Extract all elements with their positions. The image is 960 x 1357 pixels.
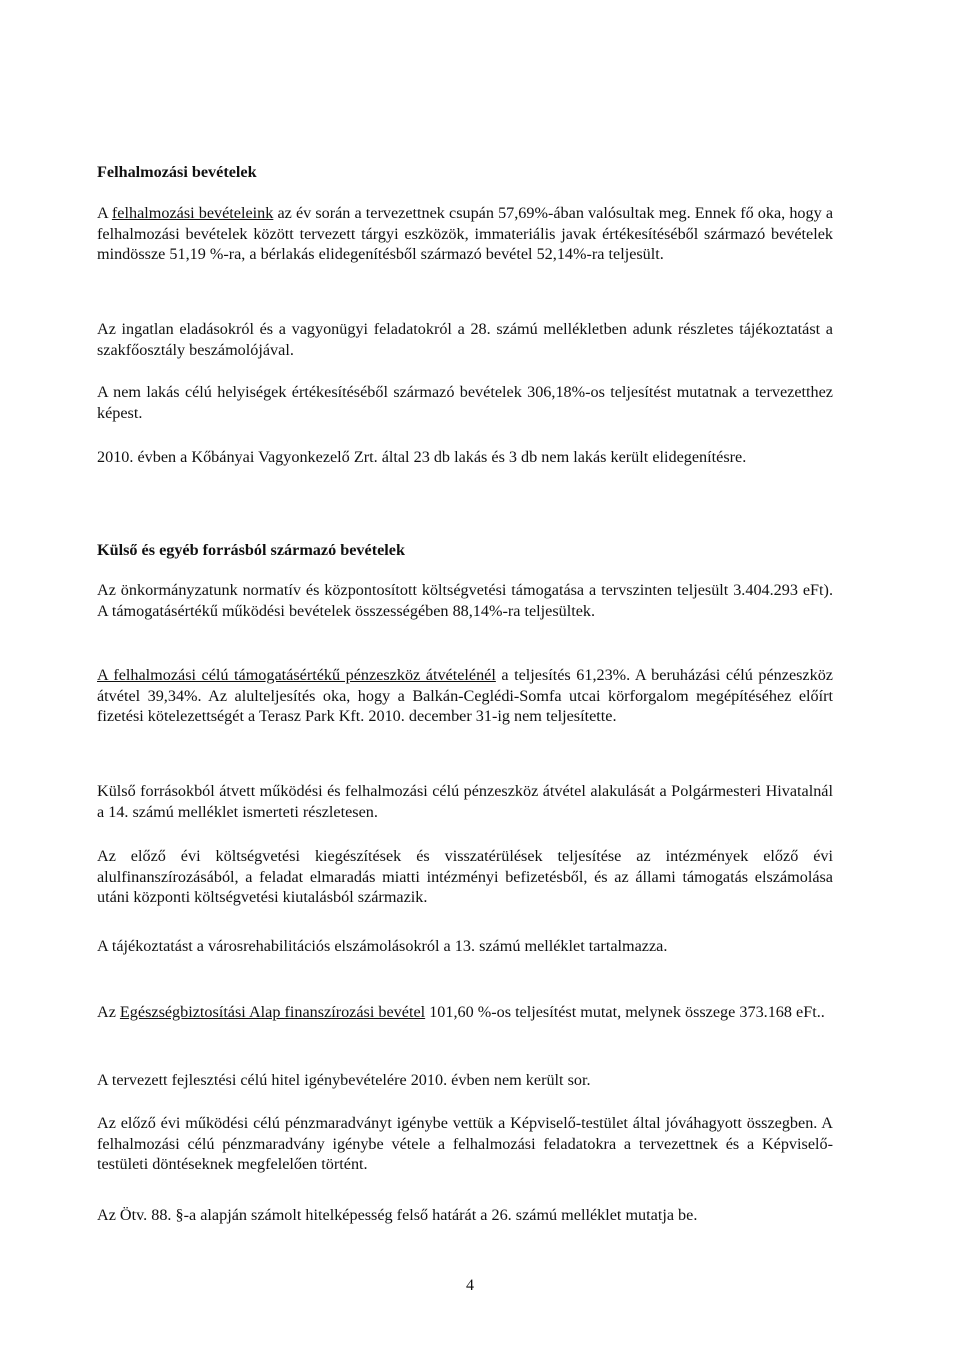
paragraph-felhalmozasi-bevetelek: [97, 203, 833, 265]
paragraph-kulso-forrasokbol: Külső forrásokból átvett működési és felhalmozási célú pénzeszköz átvétel alakulását a Polgármesteri Hivatalnál a 14. számú melléklet ismerteti részletesen.: [97, 782, 833, 821]
paragraph-tamogatasertekü-penzeszkoz: [97, 665, 833, 727]
paragraph-egeszsegbiztositasi-alap: [97, 1002, 833, 1023]
paragraph-text: A: [97, 204, 112, 222]
paragraph-fejlesztesi-hitel: A tervezett fejlesztési célú hitel igénybevételére 2010. évben nem került sor.: [97, 1071, 591, 1089]
paragraph-hitelkepesseg: Az Ötv. 88. §-a alapján számolt hitelképesség felső határát a 26. számú melléklet mutatja be.: [97, 1206, 698, 1224]
underlined-term: felhalmozási bevételeink: [111, 204, 274, 222]
section-heading-felhalmozasi: Felhalmozási bevételek: [97, 163, 257, 181]
paragraph-text: 101,60 %-os teljesítést mutat, melynek összege 373.168 eFt..: [425, 1003, 825, 1021]
paragraph-ingatlan-eladasok: Az ingatlan eladásokról és a vagyonügyi feladatokról a 28. számú mellékletben adunk részletes tájékoztatást a szakfőosztály beszámolójával.: [97, 320, 833, 359]
underlined-term: A felhalmozási célú támogatásértékű pénzeszköz átvételénél: [97, 666, 496, 684]
paragraph-varosrehabilitacio: A tájékoztatást a városrehabilitációs elszámolásokról a 13. számú melléklet tartalmazza.: [97, 937, 668, 955]
paragraph-text: az év során a tervezettnek csupán 57,69%-ában valósultak meg. Ennek fő oka, hogy a felhalmozási bevételek között tervezett tárgyi eszközök, immateriális javak értékesítéséből származó bevételek mindössze 51,19 %-ra, a bérlakás elidegenítésből származó bevétel 52,14%-ra teljesült.: [97, 204, 834, 263]
paragraph-nem-lakas-celu: A nem lakás célú helyiségek értékesítéséből származó bevételek 306,18%-os teljesítést mutatnak a tervezetthez képest.: [97, 383, 833, 422]
paragraph-normativ-tamogatas: Az önkormányzatunk normatív és központosított költségvetési támogatása a tervszinten teljesült 3.404.293 eFt). A támogatásértékű működési bevételek összességében 88,14%-ra teljesültek.: [97, 581, 833, 620]
paragraph-penzmaradvany: Az előző évi működési célú pénzmaradványt igénybe vettük a Képviselő-testület által jóváhagyott összegben. A felhalmozási célú pénzmaradvány igénybe vétele a felhalmozási feladatokra a tervezettnek és a Képviselő-testületi döntéseknek megfelelően történt.: [97, 1114, 833, 1173]
paragraph-vagyonkezelo: 2010. évben a Kőbányai Vagyonkezelő Zrt. által 23 db lakás és 3 db nem lakás került elidegenítésre.: [97, 448, 747, 466]
paragraph-text: Az: [97, 1003, 120, 1021]
section-heading-kulso-forrasok: Külső és egyéb forrásból származó bevételek: [97, 541, 405, 559]
underlined-term: Egészségbiztosítási Alap finanszírozási bevétel: [119, 1003, 426, 1021]
paragraph-text: a teljesítés 61,23%. A beruházási célú pénzeszköz átvétel 39,34%. Az alulteljesítés oka, hogy a Balkán-Ceglédi-Somfa utcai körforgalom megépítéséhez előírt fizetési kötelezettségét a Terasz Park Kft. 2010. december 31-ig nem teljesítette.: [97, 666, 833, 725]
page-number: 4: [466, 1277, 474, 1294]
paragraph-elozo-evi-kiegeszitesek: Az előző évi költségvetési kiegészítések és visszatérülések teljesítése az intézmények előző évi alulfinanszírozásából, a feladat elmaradás miatti intézményi befizetésből, és az állami támogatás elszámolása utáni központi költségvetési kiutalásból származik.: [97, 847, 833, 906]
